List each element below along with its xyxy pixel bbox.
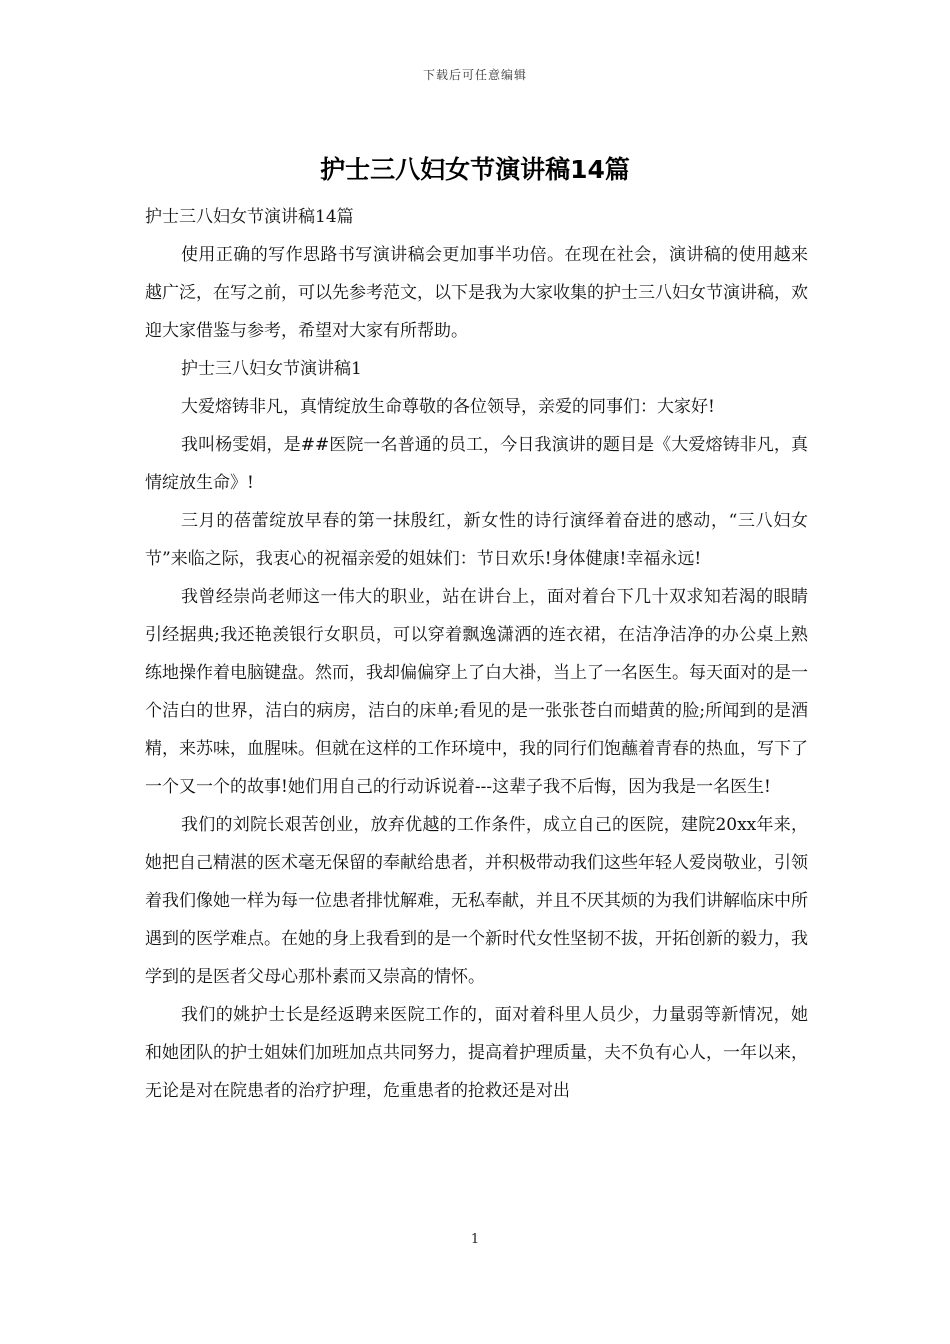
paragraph-march: 三月的蓓蕾绽放早春的第一抹殷红，新女性的诗行演绎着奋进的感动，“三八妇女节”来临之际，我衷心的祝福亲爱的姐妹们：节日欢乐!身体健康!幸福永远! [145,511,808,569]
section-heading: 护士三八妇女节演讲稿1 [181,359,362,379]
paragraph-head-nurse: 我们的姚护士长是经返聘来医院工作的，面对着科里人员少，力量弱等新情况，她和她团队的护士姐妹们加班加点共同努力，提高着护理质量，夫不负有心人，一年以来，无论是对在院患者的治疗护理，危重患者的抢救还是对出 [145,1005,808,1101]
paragraph-intro: 使用正确的写作思路书写演讲稿会更加事半功倍。在现在社会，演讲稿的使用越来越广泛，在写之前，可以先参考范文，以下是我为大家收集的护士三八妇女节演讲稿，欢迎大家借鉴与参考，希望对大家有所帮助。 [145,245,808,341]
paragraph-self-intro: 我叫杨雯娟，是##医院一名普通的员工，今日我演讲的题目是《大爱熔铸非凡，真情绽放生命》! [145,435,808,493]
document-subtitle: 护士三八妇女节演讲稿14篇 [145,207,354,227]
document-body [145,198,808,1110]
paragraph-director: 我们的刘院长艰苦创业，放弃优越的工作条件，成立自己的医院，建院20xx年来，她把自己精湛的医术毫无保留的奉献给患者，并积极带动我们这些年轻人爱岗敬业，引领着我们像她一样为每一位患者排忧解难，无私奉献，并且不厌其烦的为我们讲解临床中所遇到的医学难点。在她的身上我看到的是一个新时代女性坚韧不拔，开拓创新的毅力，我学到的是医者父母心那朴素而又崇高的情怀。 [145,815,808,987]
paragraph-career: 我曾经崇尚老师这一伟大的职业，站在讲台上，面对着台下几十双求知若渴的眼睛引经据典;我还艳羡银行女职员，可以穿着飘逸潇洒的连衣裙，在洁净洁净的办公桌上熟练地操作着电脑键盘。然而，我却偏偏穿上了白大褂，当上了一名医生。每天面对的是一个洁白的世界，洁白的病房，洁白的床单;看见的是一张张苍白而蜡黄的脸;所闻到的是酒精，来苏味，血腥味。但就在这样的工作环境中，我的同行们饱蘸着青春的热血，写下了一个又一个的故事!她们用自己的行动诉说着---这辈子我不后悔，因为我是一名医生! [145,587,808,797]
paragraph-greeting: 大爱熔铸非凡，真情绽放生命尊敬的各位领导，亲爱的同事们：大家好! [181,397,715,417]
document-title: 护士三八妇女节演讲稿14篇 [320,155,630,184]
page-number: 1 [470,1232,480,1247]
header-note: 下载后可任意编辑 [422,68,527,82]
